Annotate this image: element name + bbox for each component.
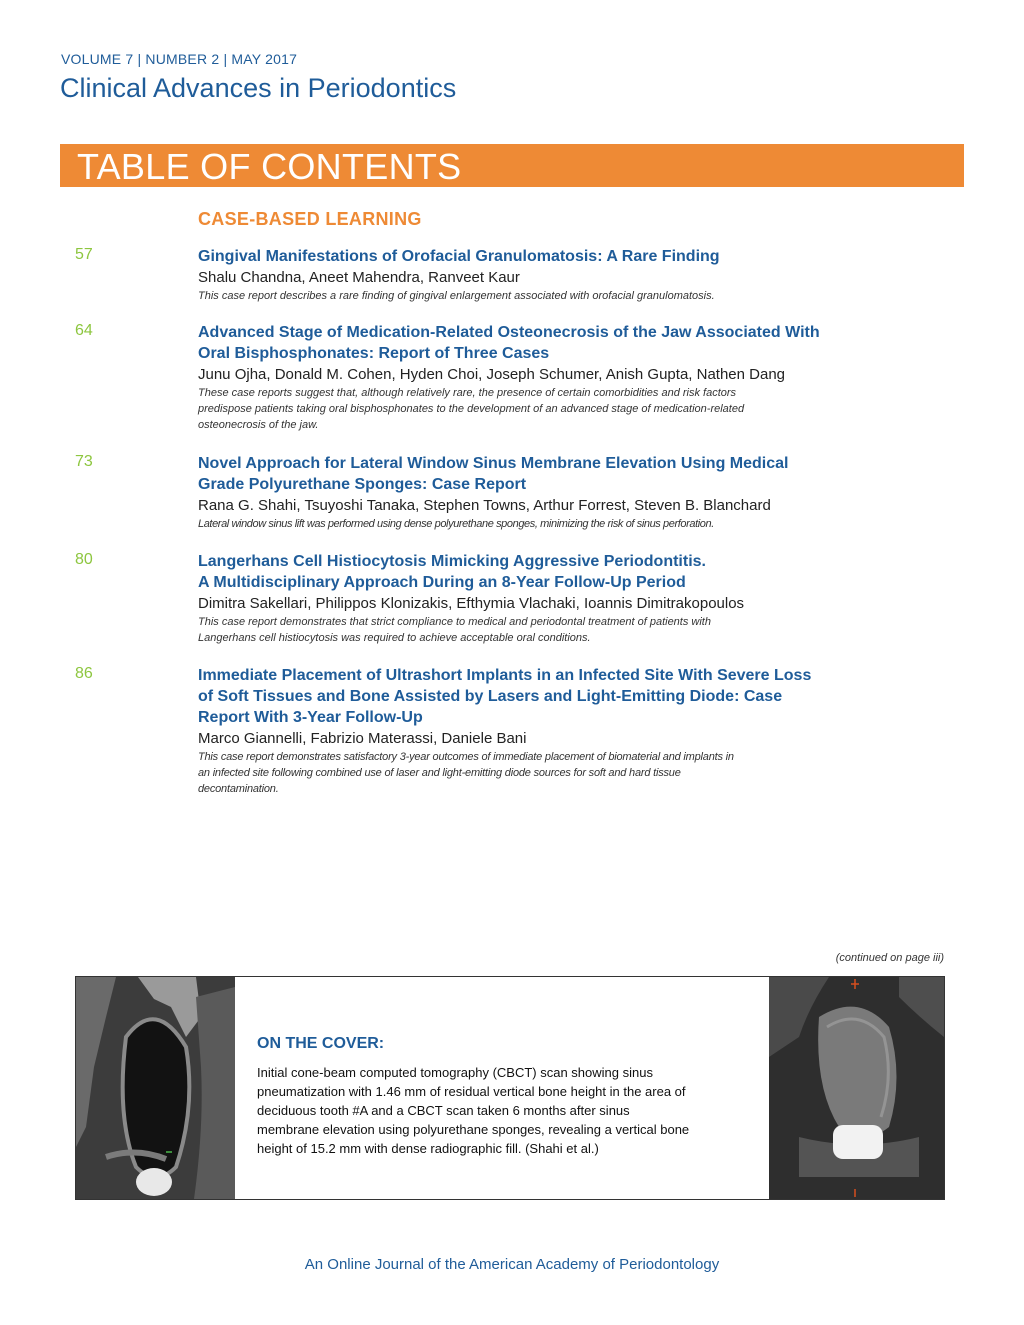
article-authors: Dimitra Sakellari, Philippos Klonizakis, Efthymia Vlachaki, Ioannis Dimitrakopoulos: [198, 595, 745, 612]
cover-caption-line: deciduous tooth #A and a CBCT scan taken 6 months after sinus: [257, 1103, 630, 1118]
article-summary: [198, 749, 858, 797]
article-title[interactable]: [198, 551, 858, 593]
article-title[interactable]: [198, 665, 858, 728]
article-page-number: 86: [75, 665, 93, 682]
article-summary-line: This case report demonstrates satisfactory 3-year outcomes of immediate placement of biomaterial and implants in: [198, 751, 734, 763]
article-summary-line: an infected site following combined use of laser and light-emitting diode sources for soft and hard tissue: [198, 767, 681, 779]
article-page-number: 64: [75, 322, 93, 339]
article-summary-line: osteonecrosis of the jaw.: [198, 419, 319, 431]
issue-line: VOLUME 7 | NUMBER 2 | MAY 2017: [61, 51, 298, 67]
cover-panel: [75, 976, 945, 1200]
article-title-line: Langerhans Cell Histiocytosis Mimicking Aggressive Periodontitis.: [198, 553, 706, 570]
article-summary-line: predispose patients taking oral bisphosphonates to the development of an advanced stage of medication-related: [198, 403, 745, 415]
journal-tagline: An Online Journal of the American Academy of Periodontology: [304, 1256, 720, 1273]
article-title-line: A Multidisciplinary Approach During an 8-Year Follow-Up Period: [198, 574, 686, 591]
article-summary-line: This case report describes a rare finding of gingival enlargement associated with orofacial granulomatosis.: [198, 290, 715, 302]
article-summary-line: decontamination.: [198, 783, 279, 795]
article-authors: Marco Giannelli, Fabrizio Materassi, Daniele Bani: [198, 730, 527, 747]
article-title-line: Oral Bisphosphonates: Report of Three Cases: [198, 345, 550, 362]
article-page-number: 80: [75, 551, 93, 568]
article-title-line: of Soft Tissues and Bone Assisted by Lasers and Light-Emitting Diode: Case: [198, 688, 783, 705]
article-summary-line: Lateral window sinus lift was performed using dense polyurethane sponges, minimizing the risk of sinus perforation.: [198, 518, 714, 530]
article-authors: Junu Ojha, Donald M. Cohen, Hyden Choi, Joseph Schumer, Anish Gupta, Nathen Dang: [198, 366, 786, 383]
section-heading: CASE-BASED LEARNING: [198, 209, 422, 229]
article-title-line: Immediate Placement of Ultrashort Implants in an Infected Site With Severe Loss: [198, 667, 812, 684]
journal-title: Clinical Advances in Periodontics: [60, 73, 457, 103]
article-title[interactable]: [198, 246, 858, 267]
cover-heading: ON THE COVER:: [257, 1035, 385, 1052]
article-summary: [198, 516, 858, 532]
article-title-line: Grade Polyurethane Sponges: Case Report: [198, 476, 527, 493]
article-page-number: 57: [75, 246, 93, 263]
article-summary-line: Langerhans cell histiocytosis was required to achieve acceptable oral conditions.: [198, 632, 591, 644]
article-summary-line: These case reports suggest that, although relatively rare, the presence of certain comorbidities and risk factors: [198, 387, 737, 399]
article-title[interactable]: [198, 322, 858, 364]
cbct-scan-initial-image: [76, 977, 235, 1199]
article-summary-line: This case report demonstrates that strict compliance to medical and periodontal treatment of patients with: [198, 616, 711, 628]
article-title-line: Advanced Stage of Medication-Related Osteonecrosis of the Jaw Associated With: [198, 324, 820, 341]
article-title-line: Novel Approach for Lateral Window Sinus Membrane Elevation Using Medical: [198, 455, 789, 472]
article-title-line: Gingival Manifestations of Orofacial Granulomatosis: A Rare Finding: [198, 248, 720, 265]
article-summary: [198, 385, 858, 433]
cover-caption-line: Initial cone-beam computed tomography (CBCT) scan showing sinus: [257, 1065, 653, 1080]
cover-caption: [257, 1063, 757, 1158]
cbct-scan-followup-image: [769, 977, 944, 1199]
cover-caption-line: height of 15.2 mm with dense radiographic fill. (Shahi et al.): [257, 1141, 599, 1156]
toc-banner: [60, 144, 964, 187]
toc-banner-title: TABLE OF CONTENTS: [77, 146, 462, 187]
continued-note: (continued on page iii): [835, 952, 944, 964]
article-summary: [198, 614, 858, 646]
article-authors: Shalu Chandna, Aneet Mahendra, Ranveet Kaur: [198, 269, 520, 286]
article-title-line: Report With 3-Year Follow-Up: [198, 709, 423, 726]
article-title[interactable]: [198, 453, 858, 495]
cover-caption-line: pneumatization with 1.46 mm of residual vertical bone height in the area of: [257, 1084, 686, 1099]
article-page-number: 73: [75, 453, 93, 470]
article-summary: [198, 288, 858, 304]
article-authors: Rana G. Shahi, Tsuyoshi Tanaka, Stephen Towns, Arthur Forrest, Steven B. Blanchard: [198, 497, 771, 514]
cover-caption-line: membrane elevation using polyurethane sponges, revealing a vertical bone: [257, 1122, 690, 1137]
cover-text-block: [257, 1035, 757, 1158]
